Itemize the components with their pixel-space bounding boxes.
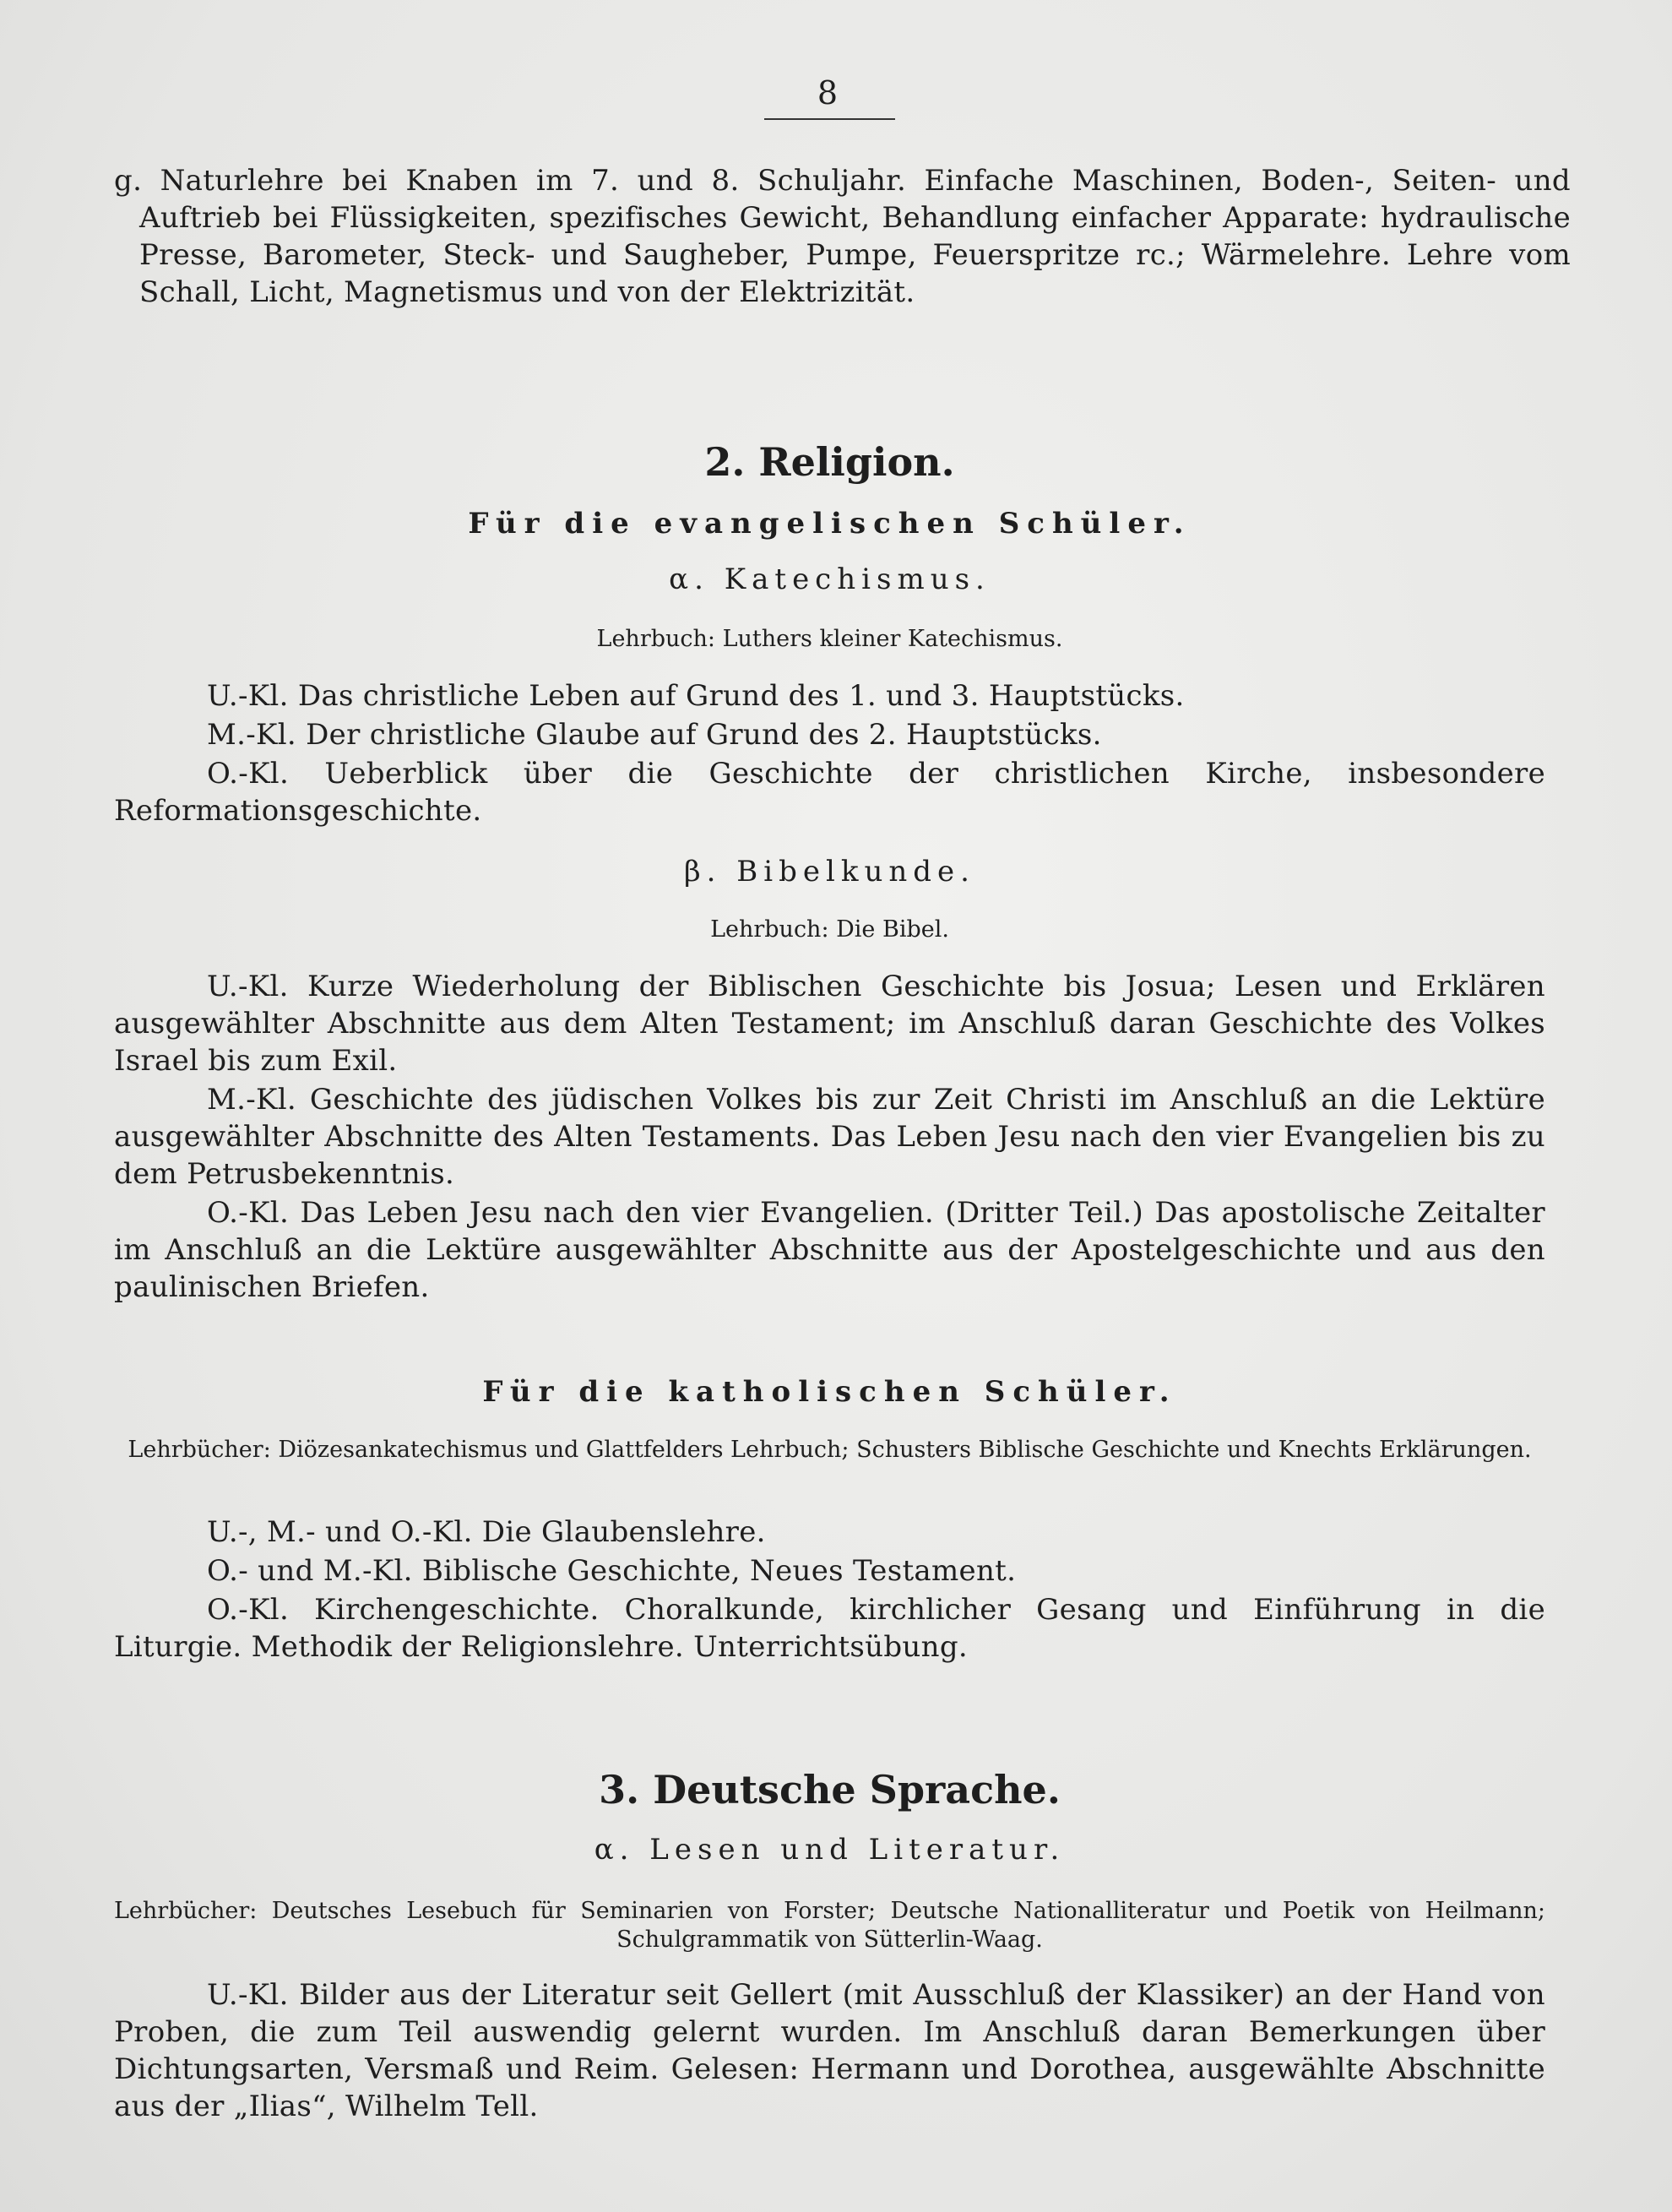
lehrbuch-bibelkunde: Lehrbuch: Die Bibel. bbox=[710, 916, 949, 943]
page-number-rule bbox=[764, 118, 895, 120]
section-title-religion: 2. Religion. bbox=[704, 439, 955, 485]
lehrbuch-katechismus: Lehrbuch: Luthers kleiner Katechismus. bbox=[596, 626, 1063, 652]
katechismus-ok: O.-Kl. Ueberblick über die Geschichte der christlichen Kirche, insbesondere Reformationsgeschichte. bbox=[114, 757, 1545, 828]
katholisch-line-1: U.-, M.- und O.-Kl. Die Glaubenslehre. bbox=[207, 1515, 766, 1549]
katholisch-line-3: O.-Kl. Kirchengeschichte. Choralkunde, kirchlicher Gesang und Einführung in die Liturgie. Methodik der Religionslehre. Unterrichtsübung. bbox=[114, 1593, 1545, 1664]
heading-lesen-literatur: α. Lesen und Literatur. bbox=[594, 1833, 1066, 1867]
katholisch-line-2: O.- und M.-Kl. Biblische Geschichte, Neues Testament. bbox=[207, 1554, 1017, 1588]
heading-evangelisch: Für die evangelischen Schüler. bbox=[468, 507, 1192, 541]
katechismus-mk: M.-Kl. Der christliche Glaube auf Grund des 2. Hauptstücks. bbox=[207, 718, 1102, 752]
heading-bibelkunde: β. Bibelkunde. bbox=[684, 855, 975, 889]
section-title-deutsch: 3. Deutsche Sprache. bbox=[599, 1767, 1061, 1813]
katechismus-uk: U.-Kl. Das christliche Leben auf Grund des 1. und 3. Hauptstücks. bbox=[207, 679, 1185, 713]
heading-katechismus: α. Katechismus. bbox=[669, 563, 991, 596]
bibelkunde-mk: M.-Kl. Geschichte des jüdischen Volkes bis zur Zeit Christi im Anschluß an die Lektüre ausgewählter Abschnitte des Alten Testaments. Das Leben Jesu nach den vier Evangelien bis zu dem Petrusbekenntnis. bbox=[114, 1083, 1545, 1191]
heading-katholisch: Für die katholischen Schüler. bbox=[482, 1375, 1177, 1409]
lehrbuecher-deutsch: Lehrbücher: Deutsches Lesebuch für Seminarien von Forster; Deutsche Nationalliteratur und Poetik von Heilmann; Schulgrammatik von Sütterlin-Waag. bbox=[114, 1898, 1545, 1953]
page-number: 8 bbox=[817, 74, 839, 111]
lehrbuecher-katholisch: Lehrbücher: Diözesankatechismus und Glattfelders Lehrbuch; Schusters Biblische Geschichte und Knechts Erklärungen. bbox=[128, 1437, 1532, 1463]
naturlehre-paragraph: g. Naturlehre bei Knaben im 7. und 8. Schuljahr. Einfache Maschinen, Boden-, Seiten- und Auftrieb bei Flüssigkeiten, spezifisches Gewicht, Behandlung einfacher Apparate: hydraulische Presse, Barometer, Steck- und Saugheber, Pumpe, Feuerspritze rc.; Wärmelehre. Lehre vom Schall, Licht, Magnetismus und von der Elektrizität. bbox=[114, 164, 1571, 309]
lesen-uk: U.-Kl. Bilder aus der Literatur seit Gellert (mit Ausschluß der Klassiker) an der Hand von Proben, die zum Teil auswendig gelernt wurden. Im Anschluß daran Bemerkungen über Dichtungsarten, Versmaß und Reim. Gelesen: Hermann und Dorothea, ausgewählte Abschnitte aus der „Ilias“, Wilhelm Tell. bbox=[114, 1978, 1545, 2123]
bibelkunde-ok: O.-Kl. Das Leben Jesu nach den vier Evangelien. (Dritter Teil.) Das apostolische Zeitalter im Anschluß an die Lektüre ausgewählter Abschnitte aus der Apostelgeschichte und aus den paulinischen Briefen. bbox=[114, 1196, 1545, 1304]
bibelkunde-uk: U.-Kl. Kurze Wiederholung der Biblischen Geschichte bis Josua; Lesen und Erklären ausgewählter Abschnitte aus dem Alten Testament; im Anschluß daran Geschichte des Volkes Israel bis zum Exil. bbox=[114, 970, 1545, 1078]
